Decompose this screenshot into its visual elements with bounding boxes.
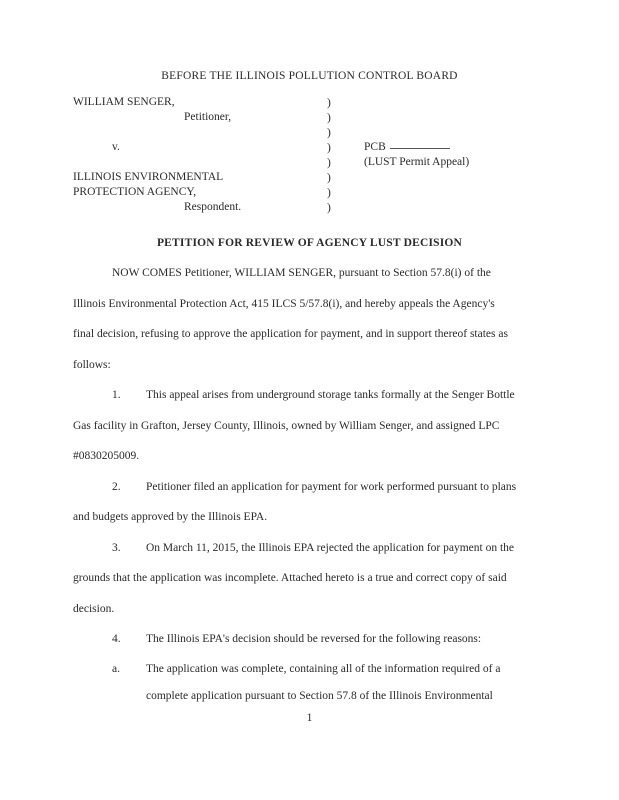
respondent-name-line2: PROTECTION AGENCY, [73, 186, 197, 198]
case-number [364, 141, 450, 153]
versus: v. [112, 141, 120, 153]
petitioner-role: Petitioner, [184, 111, 232, 123]
case-label: PCB [364, 141, 386, 153]
petition-title: PETITION FOR REVIEW OF AGENCY LUST DECISION [156, 237, 463, 249]
intro-line: follows: [73, 359, 111, 371]
caption-paren: ) [327, 202, 331, 214]
petitioner-name: WILLIAM SENGER, [73, 96, 175, 108]
paragraph-line: decision. [73, 603, 115, 615]
case-type: (LUST Permit Appeal) [364, 156, 470, 168]
paragraph-line: Petitioner filed an application for payment for work performed pursuant to plans [146, 481, 517, 493]
respondent-name-line1: ILLINOIS ENVIRONMENTAL [73, 171, 224, 183]
caption-paren: ) [327, 97, 331, 109]
subparagraph-letter: a. [112, 663, 120, 675]
page-number: 1 [306, 712, 313, 724]
intro-line: final decision, refusing to approve the application for payment, and in support thereof states as [73, 328, 508, 340]
intro-line: Illinois Environmental Protection Act, 415 ILCS 5/57.8(i), and hereby appeals the Agency's [73, 298, 495, 310]
paragraph-line: Gas facility in Grafton, Jersey County, Illinois, owned by William Senger, and assigned LPC [73, 420, 500, 432]
caption-paren-column [327, 96, 331, 216]
caption-paren: ) [327, 127, 331, 139]
court-heading: BEFORE THE ILLINOIS POLLUTION CONTROL BOARD [161, 70, 458, 82]
intro-line: NOW COMES Petitioner, WILLIAM SENGER, pursuant to Section 57.8(i) of the [112, 267, 491, 279]
paragraph-line: grounds that the application was incomplete. Attached hereto is a true and correct copy of said [73, 572, 507, 584]
paragraph-line: This appeal arises from underground storage tanks formally at the Senger Bottle [146, 389, 515, 401]
caption-paren: ) [327, 112, 331, 124]
paragraph-line: #0830205009. [73, 450, 140, 462]
caption-paren: ) [327, 157, 331, 169]
paragraph-number: 1. [112, 389, 121, 401]
paragraph-number: 2. [112, 481, 121, 493]
paragraph-line: The Illinois EPA's decision should be reversed for the following reasons: [146, 633, 482, 645]
paragraph-line: complete application pursuant to Section 57.8 of the Illinois Environmental [146, 690, 493, 702]
paragraph-number: 3. [112, 542, 121, 554]
caption-paren: ) [327, 142, 331, 154]
case-number-blank [390, 148, 450, 149]
paragraph-number: 4. [112, 633, 121, 645]
paragraph-line: and budgets approved by the Illinois EPA. [73, 511, 268, 523]
paragraph-line: On March 11, 2015, the Illinois EPA rejected the application for payment on the [146, 542, 515, 554]
caption-paren: ) [327, 187, 331, 199]
respondent-role: Respondent. [184, 201, 242, 213]
paragraph-line: The application was complete, containing all of the information required of a [146, 663, 501, 675]
caption-paren: ) [327, 172, 331, 184]
